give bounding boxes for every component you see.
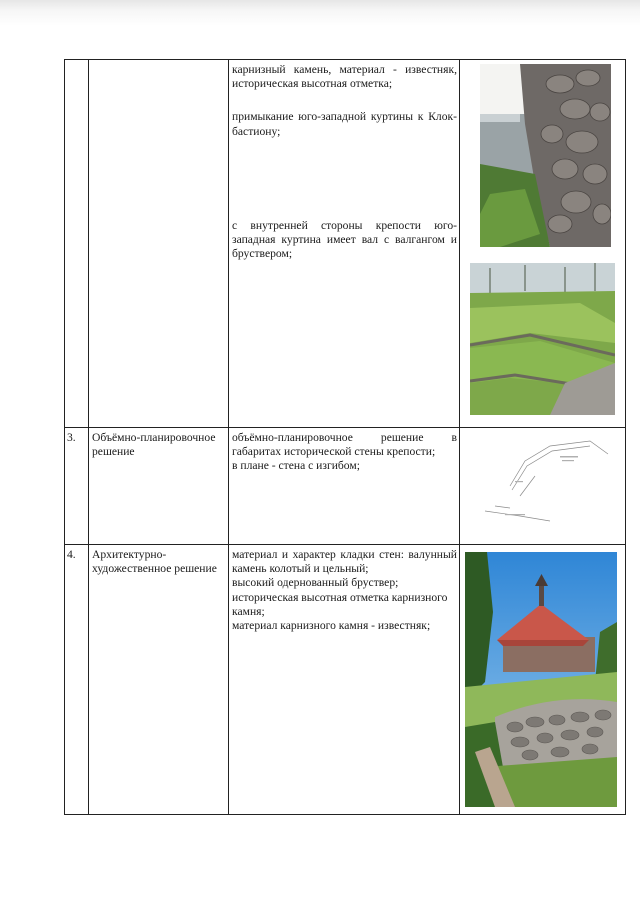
description-paragraph: в плане - стена с изгибом;	[232, 459, 360, 473]
row-name: Объёмно-планировочное решение	[89, 428, 229, 545]
plan-sketch	[480, 436, 615, 526]
row-images	[460, 428, 626, 545]
description-paragraph: примыкание юго-западной куртины к Клок-бастиону;	[232, 110, 457, 138]
document-table	[64, 59, 626, 815]
description-paragraph: материал карнизного камня - известняк;	[232, 619, 431, 633]
row-images	[460, 545, 626, 815]
description-paragraph: объёмно-планировочное решение в габаритах исторической стены крепости;	[232, 431, 457, 459]
rampart-photo	[470, 263, 615, 415]
scan-shadow	[0, 0, 640, 26]
description-paragraph: карнизный камень, материал - известняк, историческая высотная отметка;	[232, 63, 457, 91]
table-row	[65, 545, 626, 815]
row-description	[229, 428, 460, 545]
row-name: Архитектурно-художественное решение	[89, 545, 229, 815]
tower-photo	[465, 552, 617, 807]
table-row	[65, 428, 626, 545]
description-paragraph: материал и характер кладки стен: валунный камень колотый и цельный;	[232, 548, 457, 576]
description-paragraph: высокий одернованный бруствер;	[232, 576, 399, 590]
row-number	[65, 60, 89, 428]
row-number: 4.	[65, 545, 89, 815]
row-name	[89, 60, 229, 428]
row-description	[229, 545, 460, 815]
description-paragraph: историческая высотная отметка карнизного камня;	[232, 590, 448, 618]
row-number: 3.	[65, 428, 89, 545]
stone-wall-photo	[480, 64, 611, 247]
row-images	[460, 60, 626, 428]
description-paragraph: с внутренней стороны крепости юго-западная куртина имеет вал с валгангом и бруствером;	[232, 218, 457, 261]
table-row	[65, 60, 626, 428]
row-description	[229, 60, 460, 428]
